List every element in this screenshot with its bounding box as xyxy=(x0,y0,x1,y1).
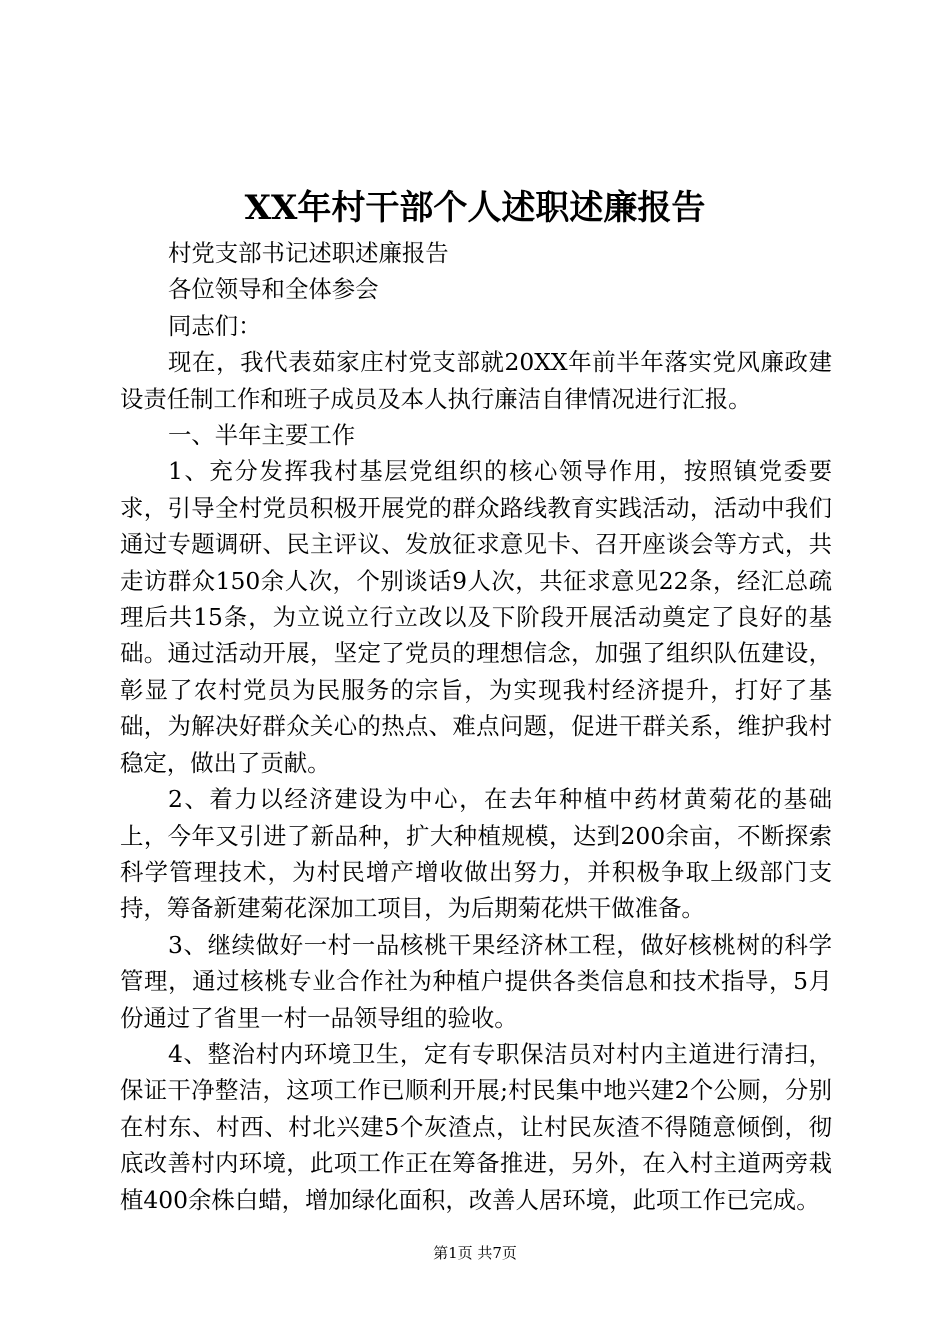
paragraph-salutation-line-1: 各位领导和全体参会 xyxy=(168,275,379,304)
page-number-footer: 第1页 共7页 xyxy=(433,1244,517,1262)
paragraph-intro: 现在，我代表茹家庄村党支部就20XX年前半年落实党风廉政建设责任制工作和班子成员及本人执行廉洁自律情况进行汇报。 xyxy=(120,348,832,413)
paragraph-item-1: 1、充分发挥我村基层党组织的核心领导作用，按照镇党委要求，引导全村党员积极开展党的群众路线教育实践活动，活动中我们通过专题调研、民主评议、发放征求意见卡、召开座谈会等方式，共走访群众150余人次，个别谈话9人次，共征求意见22条，经汇总疏理后共15条，为立说立行立改以及下阶段开展活动奠定了良好的基础。通过活动开展，坚定了党员的理想信念，加强了组织队伍建设，彰显了农村党员为民服务的宗旨，为实现我村经济提升，打好了基础，为解决好群众关心的热点、难点问题，促进干群关系，维护我村稳定，做出了贡献。 xyxy=(120,457,832,777)
section-heading: 一、半年主要工作 xyxy=(168,421,356,450)
document-body xyxy=(120,235,832,1218)
paragraph-item-2: 2、着力以经济建设为中心，在去年种植中药材黄菊花的基础上，今年又引进了新品种，扩大种植规模，达到200余亩，不断探索科学管理技术，为村民增产增收做出努力，并积极争取上级部门支持，筹备新建菊花深加工项目，为后期菊花烘干做准备。 xyxy=(120,785,832,923)
document-title: XX年村干部个人述职述廉报告 xyxy=(244,188,706,228)
paragraph-item-3: 3、继续做好一村一品核桃干果经济林工程，做好核桃树的科学管理，通过核桃专业合作社为种植户提供各类信息和技术指导，5月份通过了省里一村一品领导组的验收。 xyxy=(120,930,832,1032)
paragraph-item-4: 4、整治村内环境卫生，定有专职保洁员对村内主道进行清扫，保证干净整洁，这项工作已顺利开展;村民集中地兴建2个公厕，分别在村东、村西、村北兴建5个灰渣点，让村民灰渣不得随意倾倒，彻底改善村内环境，此项工作正在筹备推进，另外，在入村主道两旁栽植400余株白蜡，增加绿化面积，改善人居环境，此项工作已完成。 xyxy=(120,1039,832,1214)
paragraph-salutation-line-2: 同志们： xyxy=(168,311,262,340)
paragraph-heading-line: 村党支部书记述职述廉报告 xyxy=(168,239,449,267)
